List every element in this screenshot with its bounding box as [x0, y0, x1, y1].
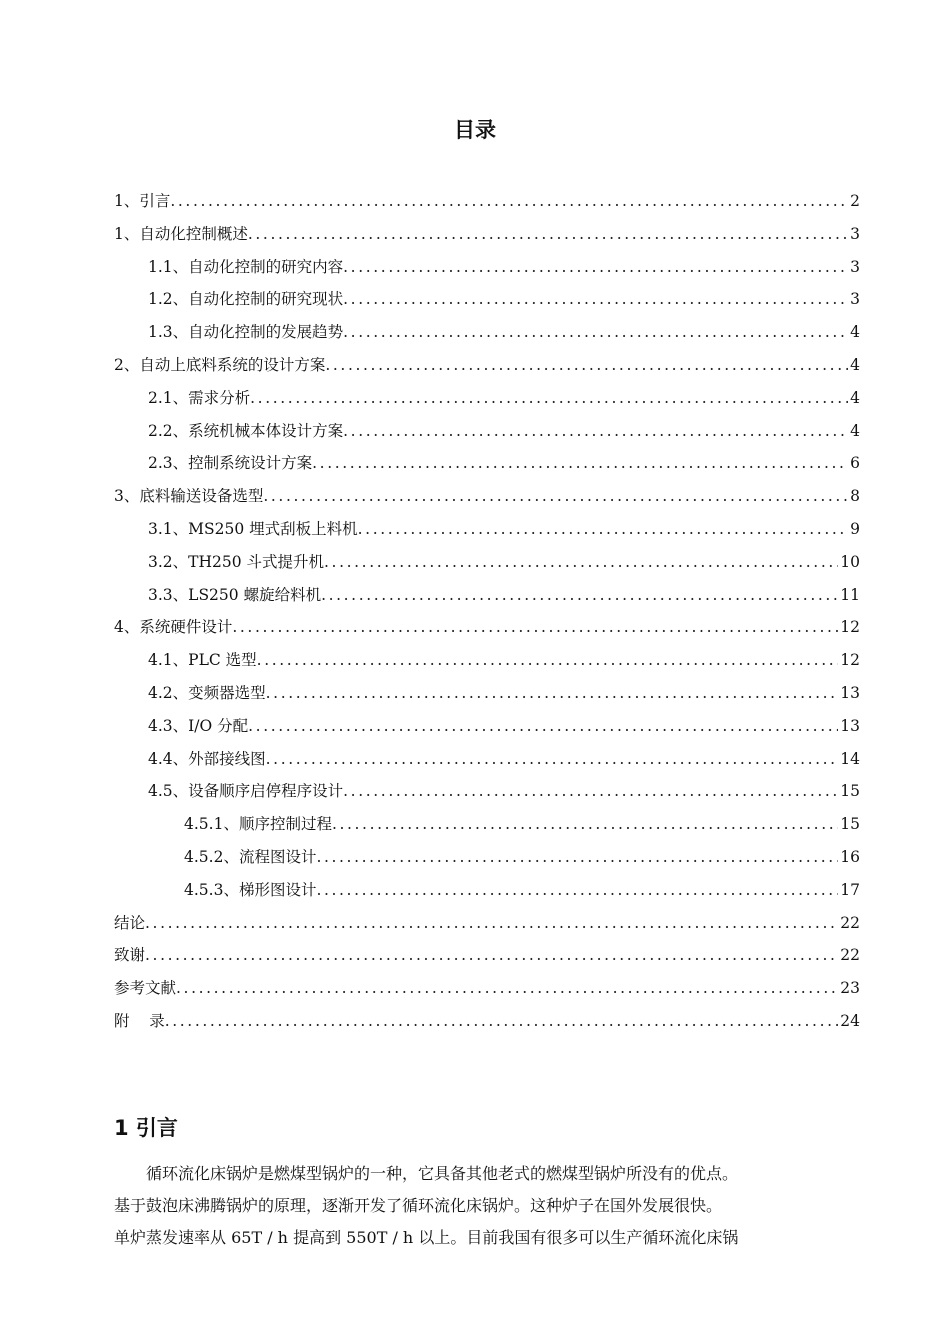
toc-entry-label: 4.5.2、流程图设计 — [184, 847, 317, 866]
toc-entry-label: 4.5、设备顺序启停程序设计 — [148, 782, 344, 801]
toc-leader-dots — [312, 454, 848, 472]
toc-entry-page: 13 — [840, 716, 860, 735]
toc-entry-label: 4.3、I/O 分配 — [148, 716, 249, 735]
toc-entry-label: 2.1、需求分析 — [148, 388, 251, 407]
toc-entry[interactable] — [114, 222, 860, 255]
toc-entry[interactable] — [114, 648, 860, 681]
toc-entry-page: 15 — [840, 782, 860, 801]
toc-leader-dots — [170, 192, 848, 210]
toc-leader-dots — [176, 979, 838, 997]
toc-leader-dots — [321, 586, 838, 604]
toc-entry-page: 12 — [840, 651, 860, 670]
toc-entry[interactable] — [114, 353, 860, 386]
toc-entry-page: 17 — [840, 880, 860, 899]
toc-entry-label: 1、自动化控制概述 — [114, 224, 248, 243]
toc-entry-page: 4 — [850, 421, 860, 440]
toc-entry[interactable] — [114, 517, 860, 550]
toc-entry[interactable] — [114, 550, 860, 583]
toc-entry-page: 22 — [840, 946, 860, 965]
toc-entry-label: 2.2、系统机械本体设计方案 — [148, 421, 344, 440]
toc-entry-label: 4.5.1、顺序控制过程 — [184, 815, 332, 834]
toc-leader-dots — [145, 914, 838, 932]
toc-leader-dots — [257, 651, 839, 669]
toc-entry-label: 1.2、自动化控制的研究现状 — [148, 290, 344, 309]
toc-entry-label: 附 录 — [114, 1011, 165, 1030]
toc-entry-page: 11 — [840, 585, 860, 604]
toc-leader-dots — [343, 258, 848, 276]
toc-entry-page: 3 — [850, 290, 860, 309]
toc-entry-label: 4、系统硬件设计 — [114, 618, 233, 637]
toc-entry[interactable] — [114, 451, 860, 484]
toc-leader-dots — [165, 1012, 839, 1030]
toc-entry-label: 2、自动上底料系统的设计方案 — [114, 355, 326, 374]
toc-entry[interactable] — [114, 189, 860, 222]
toc-entry-page: 14 — [840, 749, 860, 768]
toc-entry-label: 3.2、TH250 斗式提升机 — [148, 552, 325, 571]
toc-entry-label: 1.1、自动化控制的研究内容 — [148, 257, 344, 276]
toc-entry-label: 1、引言 — [114, 192, 171, 210]
toc-leader-dots — [343, 290, 848, 308]
toc-entry[interactable] — [114, 1009, 860, 1042]
toc-entry-label: 3.1、MS250 埋式刮板上料机 — [148, 519, 358, 538]
toc-entry-page: 6 — [850, 454, 860, 473]
toc-entry[interactable] — [114, 878, 860, 911]
toc-entry[interactable] — [114, 911, 860, 944]
toc-title: 目录 — [454, 118, 496, 142]
toc-entry-page: 3 — [850, 257, 860, 276]
toc-entry-label: 致谢 — [114, 946, 146, 965]
body-line: 基于鼓泡床沸腾锅炉的原理，逐渐开发了循环流化床锅炉。这种炉子在国外发展很快。 — [114, 1196, 723, 1215]
toc-entry-page: 12 — [840, 618, 860, 637]
toc-entry-page: 23 — [840, 979, 860, 998]
toc-entry[interactable] — [114, 845, 860, 878]
toc-entry-page: 4 — [850, 355, 860, 374]
toc-leader-dots — [248, 717, 838, 735]
toc-entry[interactable] — [114, 419, 860, 452]
toc-entry-label: 参考文献 — [114, 979, 177, 998]
toc-entry-page: 9 — [850, 519, 860, 538]
toc-entry[interactable] — [114, 583, 860, 616]
toc-entry-page: 10 — [840, 552, 860, 571]
toc-leader-dots — [266, 684, 839, 702]
section-heading: 1 引言 — [114, 1116, 178, 1140]
toc-entry[interactable] — [114, 320, 860, 353]
toc-entry-label: 2.3、控制系统设计方案 — [148, 454, 313, 473]
toc-leader-dots — [332, 815, 838, 833]
toc-leader-dots — [248, 225, 848, 243]
toc-leader-dots — [343, 422, 848, 440]
toc-entry-page: 22 — [840, 913, 860, 932]
toc-entry-page: 24 — [840, 1011, 860, 1030]
toc-leader-dots — [324, 553, 838, 571]
table-of-contents — [114, 189, 860, 1042]
toc-leader-dots — [263, 487, 848, 505]
toc-entry[interactable] — [114, 287, 860, 320]
toc-leader-dots — [250, 389, 848, 407]
toc-entry[interactable] — [114, 714, 860, 747]
toc-entry[interactable] — [114, 255, 860, 288]
body-paragraph — [114, 1158, 860, 1254]
toc-entry[interactable] — [114, 747, 860, 780]
toc-leader-dots — [358, 520, 848, 538]
toc-leader-dots — [325, 356, 848, 374]
body-line: 单炉蒸发速率从 65T / h 提高到 550T / h 以上。目前我国有很多可以生产循环流化床锅 — [114, 1228, 739, 1247]
toc-entry-page: 15 — [840, 815, 860, 834]
toc-entry-label: 1.3、自动化控制的发展趋势 — [148, 323, 344, 342]
toc-entry-page: 4 — [850, 323, 860, 342]
toc-entry-label: 4.1、PLC 选型 — [148, 651, 257, 670]
toc-leader-dots — [232, 618, 838, 636]
toc-entry-label: 4.2、变频器选型 — [148, 683, 266, 702]
toc-entry-page: 13 — [840, 683, 860, 702]
toc-entry-page: 8 — [850, 487, 860, 506]
toc-leader-dots — [316, 881, 838, 899]
toc-entry-label: 3.3、LS250 螺旋给料机 — [148, 585, 322, 604]
toc-entry[interactable] — [114, 386, 860, 419]
toc-entry[interactable] — [114, 943, 860, 976]
toc-entry[interactable] — [114, 681, 860, 714]
toc-entry-label: 4.4、外部接线图 — [148, 749, 266, 768]
toc-entry-page: 4 — [850, 388, 860, 407]
toc-entry-page: 16 — [840, 847, 860, 866]
toc-entry-label: 结论 — [114, 913, 146, 932]
toc-leader-dots — [316, 848, 838, 866]
body-line: 循环流化床锅炉是燃煤型锅炉的一种，它具备其他老式的燃煤型锅炉所没有的优点。 — [146, 1164, 739, 1183]
toc-entry-label: 3、底料输送设备选型 — [114, 487, 264, 506]
toc-entry-label: 4.5.3、梯形图设计 — [184, 880, 317, 899]
toc-entry-page: 2 — [850, 192, 860, 210]
toc-entry[interactable] — [114, 812, 860, 845]
toc-entry-page: 3 — [850, 224, 860, 243]
toc-leader-dots — [266, 750, 839, 768]
toc-leader-dots — [145, 946, 838, 964]
toc-leader-dots — [343, 782, 838, 800]
toc-entry[interactable] — [114, 976, 860, 1009]
toc-entry[interactable] — [114, 484, 860, 517]
toc-leader-dots — [343, 323, 848, 341]
toc-entry[interactable] — [114, 779, 860, 812]
toc-entry[interactable] — [114, 615, 860, 648]
